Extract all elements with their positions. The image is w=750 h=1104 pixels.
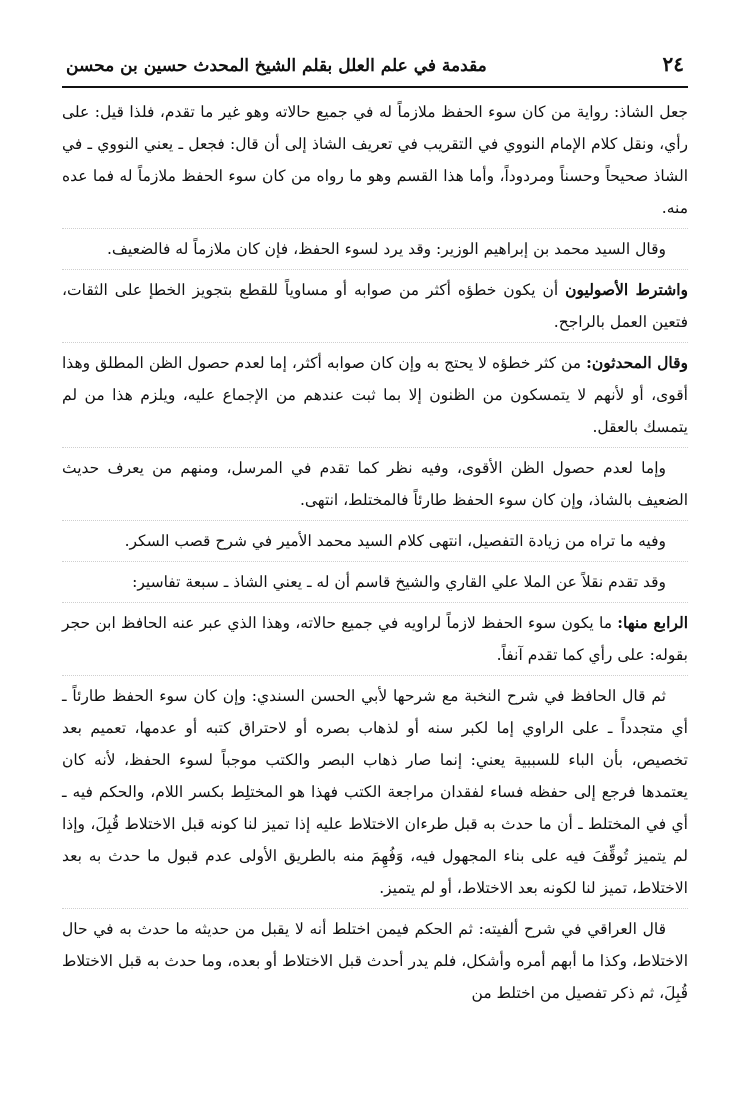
paragraph (62, 452, 688, 521)
paragraph-text: ثم قال الحافظ في شرح النخبة مع شرحها لأبي الحسن السندي: وإن كان سوء الحفظ طارئاً ـ أي متجدداً ـ على الراوي إما لكبر سنه أو لذهاب بصره أو لاحتراق كتبه أو عدمها، تعميم بعد تخصيص، بأن الباء للسببية يعني: إنما صار ذهاب البصر والكتب موجباً لسوء الحفظ، لأنه كان يعتمدها فرجع إلى حفظه فساء لفقدان مراجعة الكتب فهذا هو المختلِط بكسر اللام، والحكم فيه ـ أي في المختلط ـ أن ما حدث به قبل طرءان الاختلاط عليه إذا تميز لنا كونه قبل الاختلاط قُبِلَ، وإذا لم يتميز تُوقِّفَ فيه على بناء المجهول فيه، وَفُهِمَ منه بالطريق الأولى عدم قبول ما حدث به بعد الاختلاط، تميز لنا لكونه بعد الاختلاط، أو لم يتميز. (62, 687, 688, 897)
book-page (62, 52, 688, 1094)
paragraph-lead: الرابع منها: (617, 613, 689, 632)
paragraph-lead: واشترط الأصوليون (565, 280, 688, 299)
paragraph (62, 347, 688, 448)
paragraph-lead: وقال المحدثون: (586, 353, 688, 372)
paragraph (62, 913, 688, 1013)
paragraph-text: قال العراقي في شرح ألفيته: ثم الحكم فيمن اختلط أنه لا يقبل من حديثه ما حدث به في حال الاختلاط، وكذا ما أبهم أمره وأشكل، فلم يدر أحدث قبل الاختلاط أو بعده، وما حدث به قبل الاختلاط قُبِلَ، ثم ذكر تفصيل من اختلط من (62, 920, 688, 1002)
page-header (62, 52, 688, 88)
paragraph-text: أن يكون خطؤه أكثر من صوابه أو مساوياً للقطع بتجويز الخطإ على الثقات، فتعين العمل بالراجح. (62, 281, 688, 331)
paragraph (62, 96, 688, 229)
paragraph-text: وقال السيد محمد بن إبراهيم الوزير: وقد يرد لسوء الحفظ، فإن كان ملازماً له فالضعيف. (106, 240, 666, 258)
paragraph-text: ما يكون سوء الحفظ لازماً لراويه في جميع حالاته، وهذا الذي عبر عنه الحافظ ابن حجر بقوله: على رأي كما تقدم آنفاً. (62, 614, 688, 664)
paragraph (62, 274, 688, 343)
paragraph (62, 680, 688, 909)
paragraph (62, 566, 688, 603)
paragraph-text: وقد تقدم نقلاً عن الملا علي القاري والشيخ قاسم أن له ـ يعني الشاذ ـ سبعة تفاسير: (132, 573, 666, 591)
running-title: مقدمة في علم العلل بقلم الشيخ المحدث حسين بن محسن (66, 56, 487, 76)
paragraph-text: وإما لعدم حصول الظن الأقوى، وفيه نظر كما تقدم في المرسل، ومنهم من يعرف حديث الضعيف بالشاذ، وإن كان سوء الحفظ طارئاً فالمختلط، انتهى. (62, 459, 688, 509)
page-number: ٢٤ (662, 52, 684, 76)
paragraph-text: جعل الشاذ: رواية من كان سوء الحفظ ملازماً له في جميع حالاته وهو غير ما تقدم، فلذا قيل: على رأي، ونقل كلام الإمام النووي في التقريب في تعريف الشاذ إلى أن قال: فجعل ـ يعني النووي ـ في الشاذ صحيحاً وحسناً ومردوداً، وأما هذا القسم وهو ما رواه من كان سوء الحفظ ملازماً له فما عده منه. (62, 103, 688, 217)
paragraph (62, 607, 688, 676)
paragraph-text: وفيه ما تراه من زيادة التفصيل، انتهى كلام السيد محمد الأمير في شرح قصب السكر. (124, 532, 666, 550)
paragraph-text: من كثر خطؤه لا يحتج به وإن كان صوابه أكثر، إما لعدم حصول الظن المطلق وهذا أقوى، أو لأنهم لا يتمسكون من الظنون إلا بما ثبت عندهم من الإجماع عليه، ويلزم هذا من لم يتمسك بالعقل. (62, 354, 688, 436)
paragraph (62, 233, 688, 270)
page-body (62, 96, 688, 1013)
paragraph (62, 525, 688, 562)
